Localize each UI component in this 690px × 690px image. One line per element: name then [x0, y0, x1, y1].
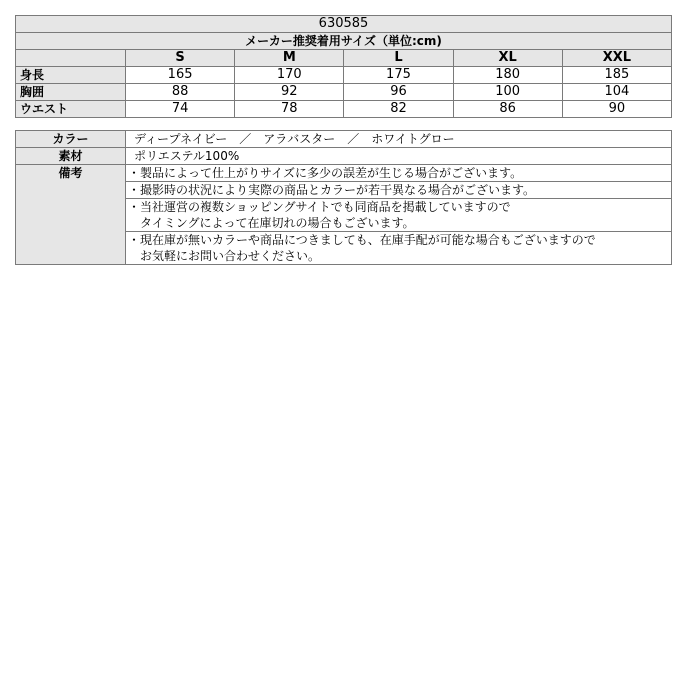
- size-value: 90: [562, 101, 671, 118]
- note-item: [126, 199, 672, 232]
- size-value: 175: [344, 67, 453, 84]
- size-header: L: [344, 50, 453, 67]
- size-row-chest: [16, 84, 672, 101]
- size-header: XXL: [562, 50, 671, 67]
- note-line: ・当社運営の複数ショッピングサイトでも同商品を掲載していますので: [128, 200, 511, 214]
- material-label: 素材: [16, 148, 126, 165]
- product-info-table: [15, 130, 672, 265]
- notes-row: [16, 165, 672, 182]
- size-value: 82: [344, 101, 453, 118]
- size-value: 170: [235, 67, 344, 84]
- size-row-waist: [16, 101, 672, 118]
- note-line: ・現在庫が無いカラーや商品につきましても、在庫手配が可能な場合もございますので: [128, 233, 596, 247]
- size-value: 180: [453, 67, 562, 84]
- size-value: 100: [453, 84, 562, 101]
- size-value: 74: [126, 101, 235, 118]
- note-line: お気軽にお問い合わせください。: [128, 249, 321, 263]
- row-label: 胸囲: [16, 84, 126, 101]
- size-header-row: [16, 50, 672, 67]
- size-header: S: [126, 50, 235, 67]
- row-label: 身長: [16, 67, 126, 84]
- note-item: [126, 232, 672, 265]
- size-value: 78: [235, 101, 344, 118]
- size-value: 104: [562, 84, 671, 101]
- size-chart-subtitle: メーカー推奨着用サイズ（単位:cm): [16, 33, 672, 50]
- row-label: ウエスト: [16, 101, 126, 118]
- size-value: 92: [235, 84, 344, 101]
- material-row: [16, 148, 672, 165]
- size-chart-subtitle-row: [16, 33, 672, 50]
- color-value: ディープネイビー ／ アラバスター ／ ホワイトグロー: [126, 131, 672, 148]
- size-row-height: [16, 67, 672, 84]
- size-header-blank: [16, 50, 126, 67]
- size-chart-code-row: [16, 16, 672, 33]
- product-code: 630585: [16, 16, 672, 33]
- size-value: 165: [126, 67, 235, 84]
- color-row: [16, 131, 672, 148]
- size-value: 96: [344, 84, 453, 101]
- size-header: XL: [453, 50, 562, 67]
- size-chart-table: [15, 15, 672, 118]
- size-value: 88: [126, 84, 235, 101]
- note-item: [126, 165, 672, 182]
- size-value: 185: [562, 67, 671, 84]
- material-value: ポリエステル100%: [126, 148, 672, 165]
- size-value: 86: [453, 101, 562, 118]
- note-line: ・撮影時の状況により実際の商品とカラーが若干異なる場合がございます。: [128, 183, 536, 197]
- size-header: M: [235, 50, 344, 67]
- notes-label: 備考: [16, 165, 126, 265]
- note-line: ・製品によって仕上がりサイズに多少の誤差が生じる場合がございます。: [128, 166, 523, 180]
- note-item: [126, 182, 672, 199]
- note-line: タイミングによって在庫切れの場合もございます。: [128, 216, 415, 230]
- color-label: カラー: [16, 131, 126, 148]
